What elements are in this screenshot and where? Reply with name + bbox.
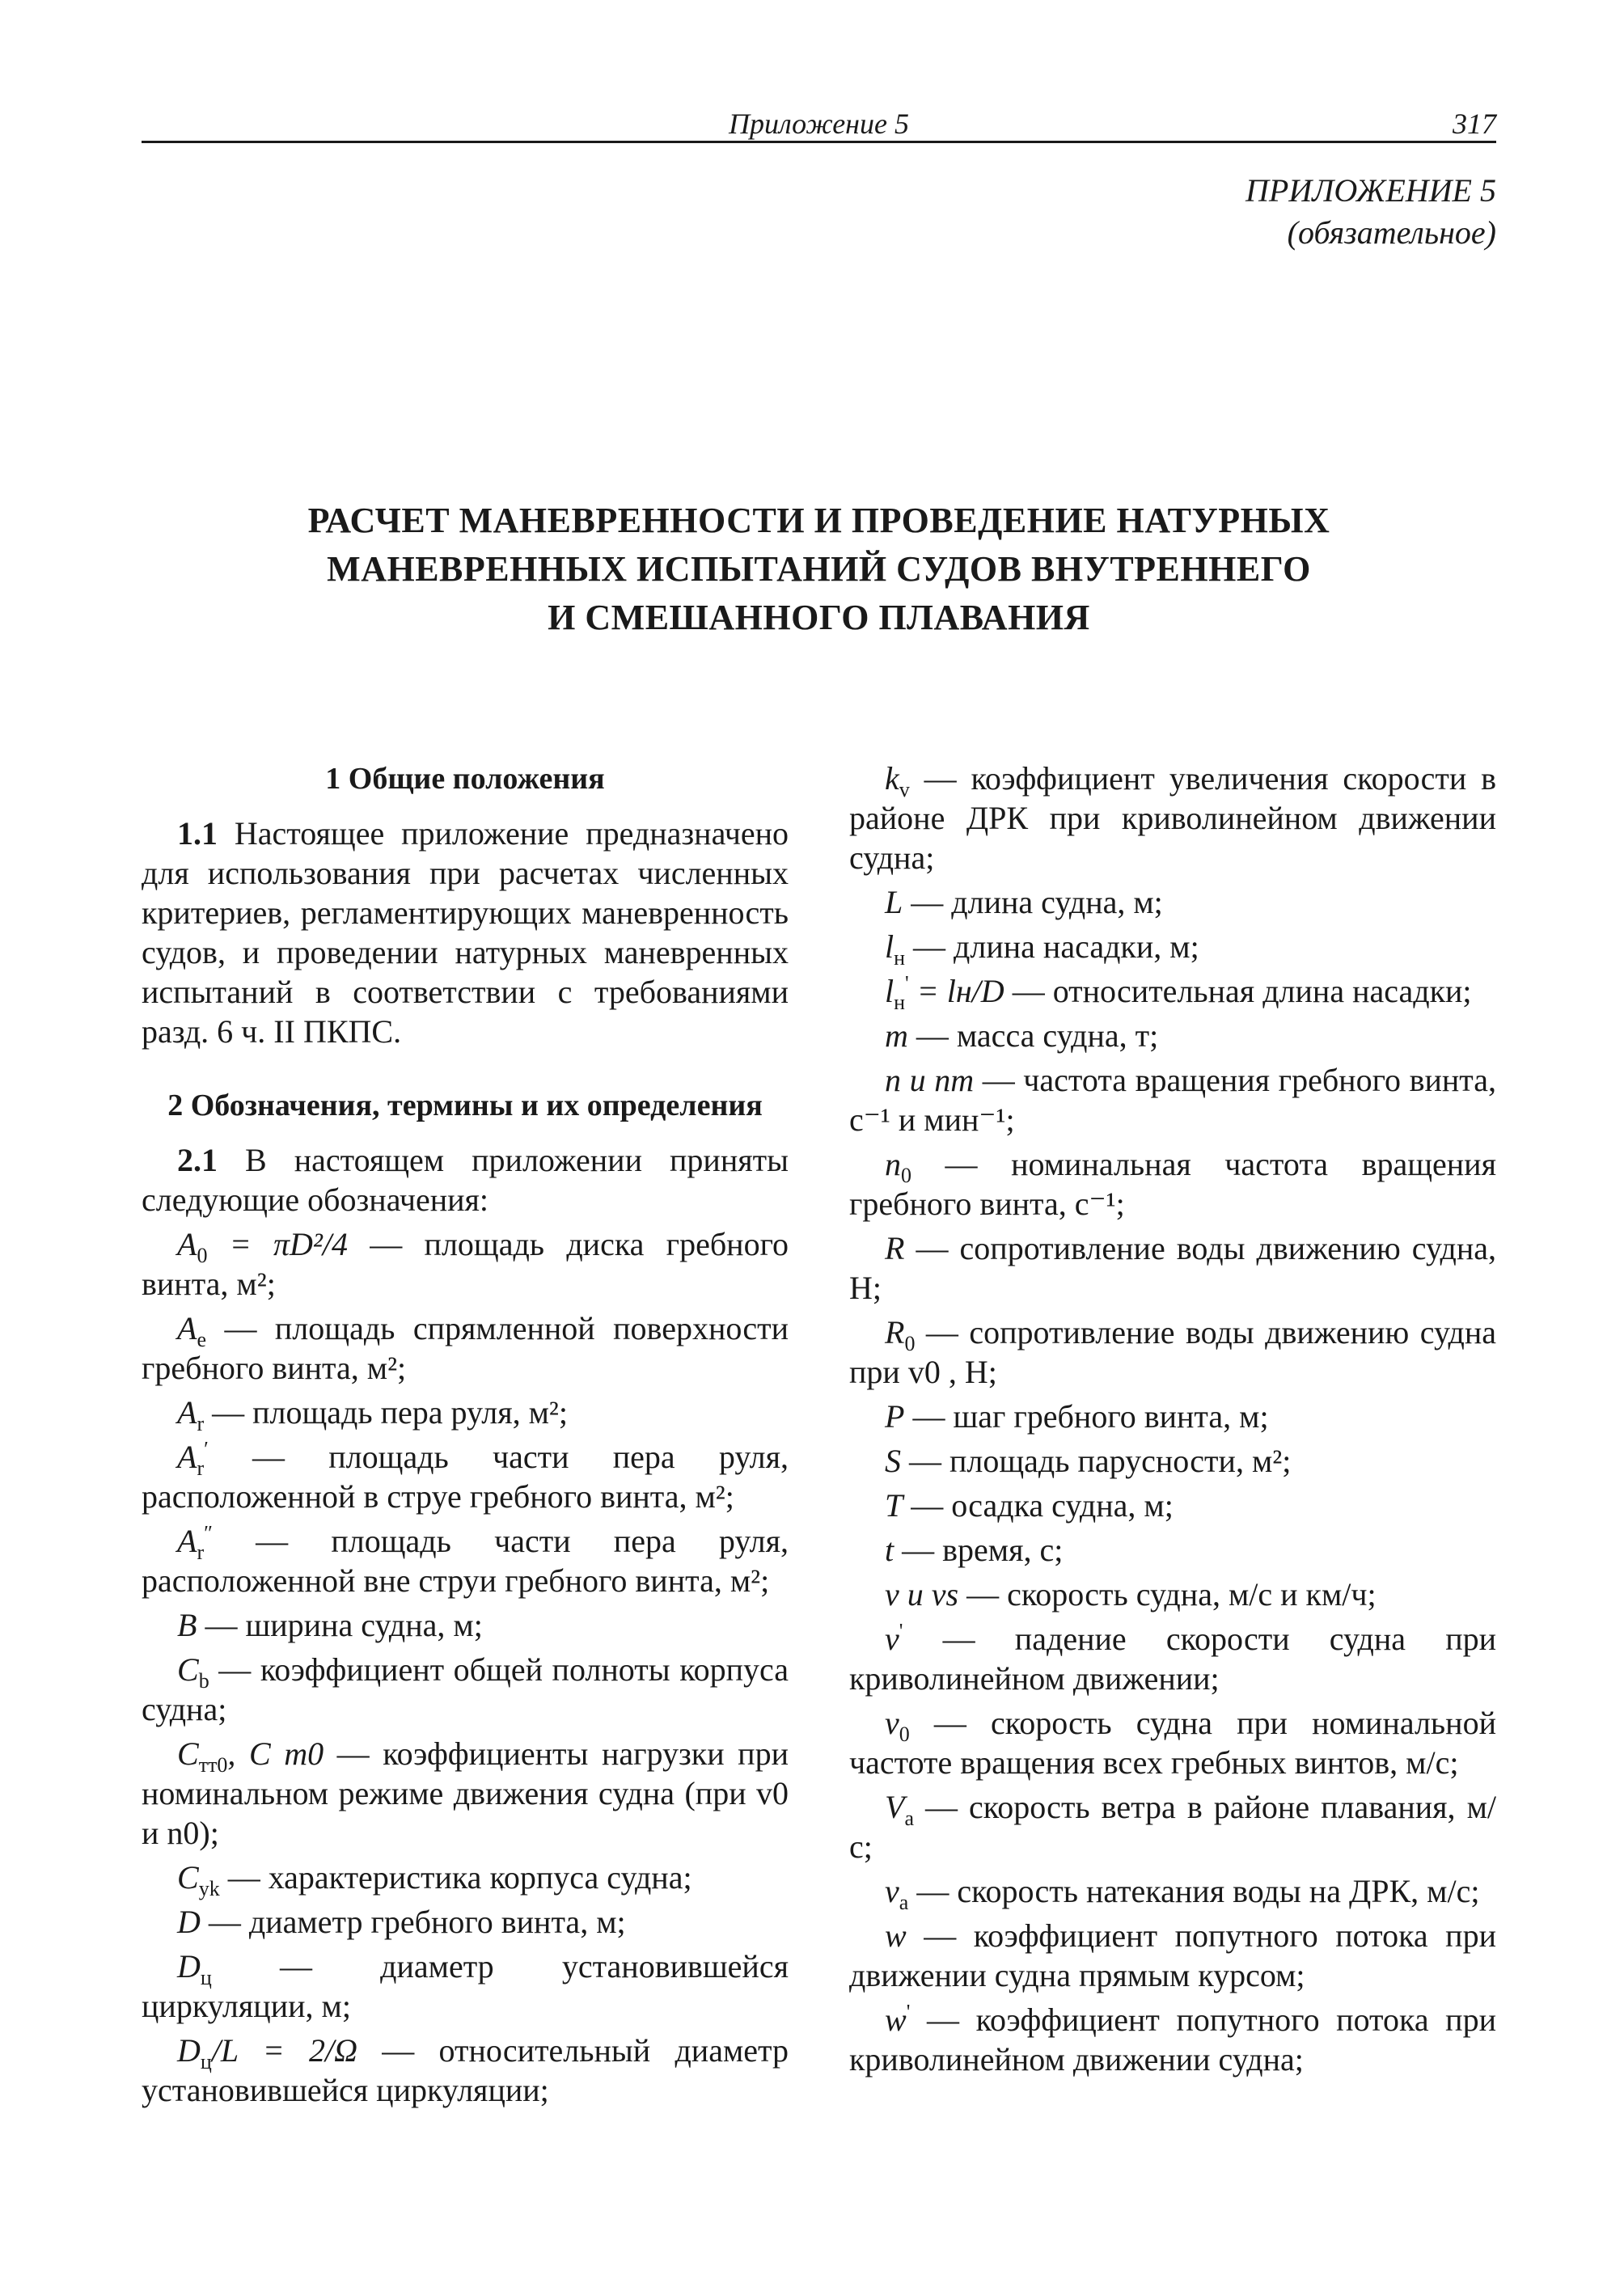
definition-text: — коэффициент попутного потока при криволинейном движении судна; [849,2001,1496,2078]
definition-symbol: $C_b$ [177,1651,209,1693]
title-line: МАНЕВРЕННЫХ ИСПЫТАНИЙ СУДОВ ВНУТРЕННЕГО [327,549,1311,589]
definition-item [849,1619,1496,1698]
definition-symbol: $A_r'$ [177,1437,209,1480]
definition-text: — ширина судна, м; [197,1607,483,1643]
definition-text: — площадь диска гребного винта, м²; [142,1226,789,1302]
definition-symbol: $A_0 = \pi D^2/4$ [177,1226,348,1267]
title-line: РАСЧЕТ МАНЕВРЕННОСТИ И ПРОВЕДЕНИЕ НАТУРНЫХ [307,501,1330,540]
definition-text: — номинальная частота вращения гребного винта, с⁻¹; [849,1146,1496,1222]
appendix-label-block [1245,170,1496,254]
definition-text: — площадь парусности, м²; [901,1443,1292,1479]
definition-symbol: m [885,1017,908,1054]
definition-text: — сопротивление воды движению судна, Н; [849,1230,1496,1306]
definition-item [849,1016,1496,1055]
definition-item [142,1521,789,1600]
definition-text: — время, с; [894,1532,1064,1568]
definition-text: — скорость натекания воды на ДРК, м/с; [908,1873,1480,1909]
definition-symbol: v и vs [885,1576,959,1613]
document-title [142,497,1496,642]
definition-item [849,1144,1496,1224]
definition-item [142,1605,789,1645]
definition-item [849,1575,1496,1614]
definition-text: — характеристика корпуса судна; [219,1859,692,1896]
definition-symbol: R [885,1230,905,1266]
definition-text: — длина насадки, м; [905,928,1199,965]
definition-item [142,1650,789,1729]
definition-item [142,1902,789,1942]
definition-item [849,882,1496,922]
definition-text: — скорость судна при номинальной частоте вращения всех гребных винтов, м/с; [849,1705,1496,1781]
definition-symbol: $l_н$ [885,928,906,970]
definition-text: — коэффициент попутного потока при движении судна прямым курсом; [849,1917,1496,1993]
paragraph-1-1 [142,814,789,1051]
definitions-list-right [849,759,1496,2079]
definition-item [849,971,1496,1014]
definition-text: — относительный диаметр установившейся циркуляции; [142,2032,789,2108]
definition-text: — осадка судна, м; [903,1487,1174,1524]
page-number: 317 [1453,108,1496,140]
definition-text: — коэффициенты нагрузки при номинальном режиме движения судна (при v0 и n0); [142,1735,789,1851]
definition-item [849,1871,1496,1914]
definition-item [849,927,1496,970]
definition-item [849,1703,1496,1782]
definition-symbol: $v_a$ [885,1873,909,1914]
section-2-heading: 2 Обозначения, термины и их определения [167,1088,763,1122]
definition-symbol: w' [885,2000,911,2038]
definition-symbol: t [885,1532,894,1568]
definition-symbol: T [885,1487,903,1524]
definition-item [849,1486,1496,1525]
definition-item [849,1228,1496,1308]
definition-symbol: $A_r$ [177,1394,205,1435]
definition-symbol: w [885,1917,907,1954]
running-head-title: Приложение 5 [728,108,910,140]
definition-text: — шаг гребного винта, м; [904,1398,1269,1435]
definition-text: — коэффициент общей полноты корпуса судна; [142,1651,789,1727]
paragraph-text: В настоящем приложении приняты следующие обозначения: [142,1142,789,1218]
definition-symbol: S [885,1443,901,1479]
definition-symbol: n и nm [885,1062,975,1098]
definition-text: — площадь спрямленной поверхности гребного винта, м²; [142,1310,789,1386]
definition-item [142,1308,789,1388]
title-line: И СМЕШАННОГО ПЛАВАНИЯ [548,598,1090,637]
definition-text: — сопротивление воды движению судна при v0 , Н; [849,1314,1496,1390]
definition-symbol: $A_r''$ [177,1521,213,1564]
paragraph-number: 2.1 [177,1142,218,1178]
definition-item [142,1947,789,2026]
definition-symbol: $D_ц$ [177,1948,212,1989]
paragraph-text: Настоящее приложение предназначено для использования при расчетах численных критериев, регламентирующих маневренность судов, и проведении натурных маневренных испытаний в соответствии с требованиями разд. 6 ч. II ПКПС. [142,815,789,1050]
definition-text: — площадь части пера руля, расположенной в струе гребного винта, м²; [142,1439,789,1515]
definition-symbol: L [885,884,903,920]
definition-item [142,1858,789,1900]
definition-item [849,1916,1496,1995]
definition-item [142,2031,789,2110]
definition-symbol: v' [885,1619,903,1657]
definition-item [142,1224,789,1304]
paragraph-number: 1.1 [177,815,218,852]
definition-text: — диаметр установившейся циркуляции, м; [142,1948,789,2024]
definition-symbol: P [885,1398,905,1435]
appendix-label: ПРИЛОЖЕНИЕ 5 [1245,172,1496,209]
definition-item [849,1312,1496,1392]
left-column [142,759,789,2115]
definition-symbol: $n_0$ [885,1146,911,1187]
definition-item [849,1441,1496,1481]
appendix-status: (обязательное) [1287,214,1496,251]
definition-item [142,1393,789,1435]
section-1-heading: 1 Общие положения [325,762,605,796]
definition-item [142,1437,789,1516]
running-head [142,102,1496,143]
definition-symbol: $R_0$ [885,1314,916,1355]
definition-symbol: $v_0$ [885,1705,910,1746]
definition-text: — падение скорости судна при криволинейном движении; [849,1621,1496,1697]
definition-text: — относительная длина насадки; [1004,973,1472,1009]
definition-text: — коэффициент увеличения скорости в районе ДРК при криволинейном движении судна; [849,760,1496,876]
definition-text: — диаметр гребного винта, м; [200,1904,626,1940]
definition-item [849,1060,1496,1139]
definition-text: — площадь пера руля, м²; [204,1394,569,1431]
definition-symbol: B [177,1607,197,1643]
definition-text: — частота вращения гребного винта, с⁻¹ и мин⁻¹; [849,1062,1497,1138]
definition-symbol: $D_ц/L = 2/\Omega$ [177,2032,358,2073]
definition-symbol: $l_н' = lн/D$ [885,971,1004,1014]
definition-item [142,1734,789,1853]
definitions-list-left [142,1224,789,2110]
definition-text: — скорость ветра в районе плавания, м/с; [849,1789,1496,1865]
definition-item [849,1787,1496,1866]
definition-symbol: $C_{тт0}$, C т0 [177,1735,324,1777]
definition-item [849,1530,1496,1570]
definition-symbol: $V_a$ [885,1789,914,1830]
definition-text: — скорость судна, м/с и км/ч; [958,1576,1377,1613]
definition-text: — длина судна, м; [903,884,1163,920]
definition-symbol: $A_e$ [177,1310,206,1351]
definition-symbol: $C_{yk}$ [177,1859,220,1900]
definition-text: — площадь части пера руля, расположенной вне струи гребного винта, м²; [142,1523,789,1599]
right-column [849,759,1496,2084]
paragraph-2-1 [142,1140,789,1219]
definition-item [849,1397,1496,1436]
definition-item [849,759,1496,877]
definition-symbol: $k_v$ [885,760,910,801]
definition-text: — масса судна, т; [907,1017,1159,1054]
definition-symbol: D [177,1904,201,1940]
definition-item [849,2000,1496,2079]
